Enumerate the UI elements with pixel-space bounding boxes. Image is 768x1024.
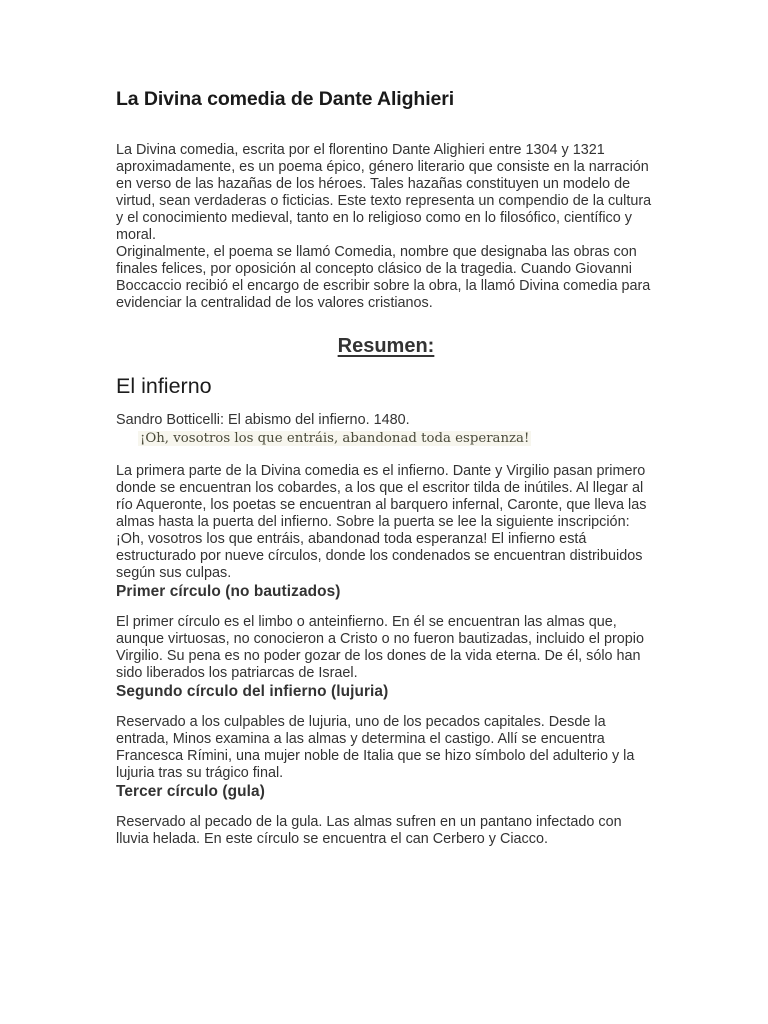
circle-1-text: El primer círculo es el limbo o anteinfierno. En él se encuentran las almas que, aunque virtuosas, no conocieron a Cristo o no fueron bautizadas, incluido el propio Virgilio. Su pena es no poder gozar de los dones de la vida eterna. De él, sólo han sido liberados los patriarcas de Israel.: [116, 614, 644, 681]
intro-paragraph-1: La Divina comedia, escrita por el florentino Dante Alighieri entre 1304 y 1321 aproximadamente, es un poema épico, género literario que consiste en la narración en verso de las hazañas de los héroes. Tales hazañas constituyen un modelo de virtud, sean verdaderas o ficticias. Este texto representa un compendio de la cultura y el conocimiento medieval, tanto en lo religioso como en lo filosófico, científico y moral.: [116, 142, 652, 243]
circle-2-text: Reservado a los culpables de lujuria, uno de los pecados capitales. Desde la entrada, Minos examina a las almas y determina el castigo. Allí se encuentra Francesca Rímini, una mujer noble de Italia que se hizo símbolo del adulterio y la lujuria tras su trágico final.: [116, 714, 635, 781]
intro-paragraph-2: Originalmente, el poema se llamó Comedia, nombre que designaba las obras con finales felices, por oposición al concepto clásico de la tragedia. Cuando Giovanni Boccaccio recibió el encargo de escribir sobre la obra, la llamó Divina comedia para evidenciar la centralidad de los valores cristianos.: [116, 244, 651, 311]
document-title: La Divina comedia de Dante Alighieri: [116, 88, 455, 110]
circle-3-text: Reservado al pecado de la gula. Las almas sufren en un pantano infectado con lluvia helada. En este círculo se encuentra el can Cerbero y Ciacco.: [116, 814, 622, 847]
document-page: [116, 86, 656, 848]
image-caption: Sandro Botticelli: El abismo del infierno. 1480.: [116, 412, 410, 428]
circle-2-heading: Segundo círculo del infierno (lujuria): [116, 683, 389, 700]
inscription-quote: ¡Oh, vosotros los que entráis, abandonad toda esperanza!: [140, 431, 530, 446]
summary-heading-container: [116, 333, 656, 359]
inscription-quote-line: [138, 429, 656, 448]
circle-3-heading: Tercer círculo (gula): [116, 783, 265, 800]
circle-1-heading: Primer círculo (no bautizados): [116, 583, 341, 600]
summary-heading: Resumen:: [337, 335, 435, 357]
infierno-paragraph: La primera parte de la Divina comedia es el infierno. Dante y Virgilio pasan primero donde se encuentran los cobardes, a los que el escritor tilda de inútiles. Al llegar al río Aqueronte, los poetas se encuentran al barquero infernal, Caronte, que lleva las almas hasta la puerta del infierno. Sobre la puerta se lee la siguiente inscripción: ¡Oh, vosotros los que entráis, abandonad toda esperanza! El infierno está estructurado por nueve círculos, donde los condenados se encuentran distribuidos según sus culpas.: [116, 463, 647, 581]
section-heading-infierno: El infierno: [116, 374, 212, 398]
